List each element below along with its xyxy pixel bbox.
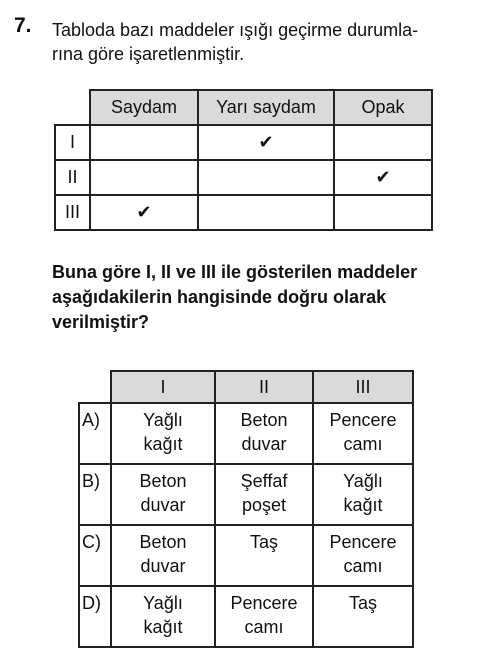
check-cell — [90, 125, 198, 160]
option-row-c[interactable] — [79, 525, 413, 586]
corner-blank — [55, 90, 90, 125]
option-cell: Beton duvar — [111, 525, 215, 586]
answer-options-table — [78, 370, 414, 648]
option-cell: Beton duvar — [215, 403, 313, 464]
option-cell: Pencere camı — [313, 525, 413, 586]
header-saydam: Saydam — [90, 90, 198, 125]
option-label[interactable]: C) — [79, 525, 111, 586]
check-cell — [198, 160, 334, 195]
header-yari-saydam: Yarı saydam — [198, 90, 334, 125]
transparency-table — [54, 89, 433, 231]
check-cell — [334, 195, 432, 230]
check-cell: ✔ — [334, 160, 432, 195]
header-opak: Opak — [334, 90, 432, 125]
option-label[interactable]: B) — [79, 464, 111, 525]
check-cell: ✔ — [90, 195, 198, 230]
prompt-line: verilmiştir? — [52, 312, 150, 332]
option-cell: Taş — [313, 586, 413, 647]
option-row-b[interactable] — [79, 464, 413, 525]
row-label: III — [55, 195, 90, 230]
row-label: II — [55, 160, 90, 195]
corner-blank — [79, 371, 111, 403]
option-cell: Pencere camı — [215, 586, 313, 647]
stem-line: rına göre işaretlenmiştir. — [52, 44, 245, 64]
option-row-d[interactable] — [79, 586, 413, 647]
question-number: 7. — [14, 14, 32, 37]
option-label[interactable]: A) — [79, 403, 111, 464]
option-cell: Yağlı kağıt — [111, 586, 215, 647]
header-ii: II — [215, 371, 313, 403]
check-cell — [198, 195, 334, 230]
question-stem — [52, 18, 482, 66]
stem-line: Tabloda bazı maddeler ışığı geçirme durumla- — [52, 20, 419, 40]
question-prompt — [52, 260, 492, 335]
header-iii: III — [313, 371, 413, 403]
prompt-line: aşağıdakilerin hangisinde doğru olarak — [52, 287, 387, 307]
prompt-line: Buna göre I, II ve III ile gösterilen maddeler — [52, 262, 418, 282]
option-cell: Yağlı kağıt — [313, 464, 413, 525]
option-cell: Şeffaf poşet — [215, 464, 313, 525]
option-cell: Yağlı kağıt — [111, 403, 215, 464]
option-label[interactable]: D) — [79, 586, 111, 647]
option-cell: Beton duvar — [111, 464, 215, 525]
option-row-a[interactable] — [79, 403, 413, 464]
option-cell: Pencere camı — [313, 403, 413, 464]
row-label: I — [55, 125, 90, 160]
check-cell — [90, 160, 198, 195]
option-cell: Taş — [215, 525, 313, 586]
check-cell — [334, 125, 432, 160]
header-i: I — [111, 371, 215, 403]
check-cell: ✔ — [198, 125, 334, 160]
